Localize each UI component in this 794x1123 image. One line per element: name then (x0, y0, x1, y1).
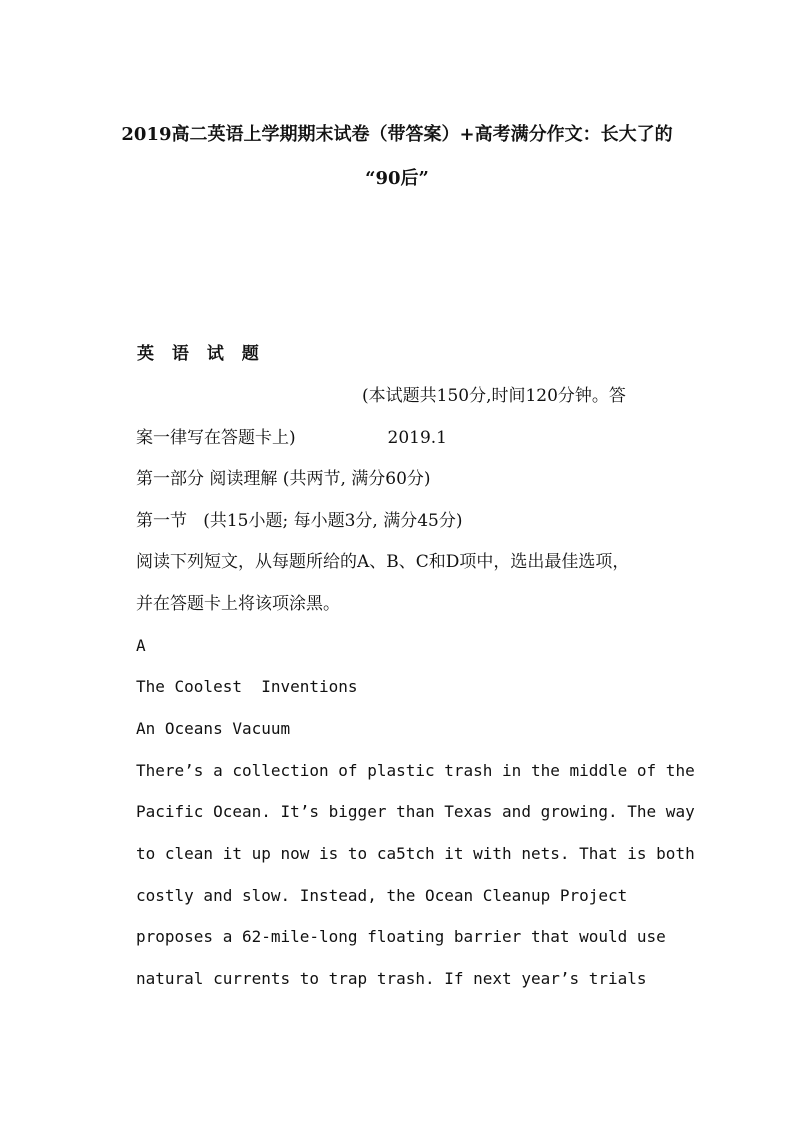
section-heading: 英 语 试 题 (137, 344, 265, 364)
passage-text-line: to clean it up now is to ca5tch it with nets. That is both (136, 844, 695, 863)
instructions-line-2: 并在答题卡上将该项涂黑。 (136, 594, 340, 614)
passage-text-line: proposes a 62-mile-long floating barrier that would use (136, 927, 666, 946)
part-one-heading: 第一部分 阅读理解 (共两节, 满分60分) (136, 469, 431, 489)
passage-text-line: natural currents to trap trash. If next year’s trials (136, 969, 647, 988)
instructions-line-1: 阅读下列短文，从每题所给的A、B、C和D项中，选出最佳选项， (136, 552, 630, 572)
passage-text-line: There’s a collection of plastic trash in the middle of the (136, 761, 695, 780)
passage-title: The Coolest Inventions (136, 677, 358, 696)
passage-subtitle: An Oceans Vacuum (136, 719, 291, 738)
section-one-heading: 第一节 (共15小题; 每小题3分, 满分45分) (136, 511, 463, 531)
passage-label: A (136, 636, 146, 655)
passage-text-line: costly and slow. Instead, the Ocean Cleanup Project (136, 886, 628, 905)
exam-info-line-2: 案一律写在答题卡上) 2019.1 (136, 428, 447, 448)
passage-text-line: Pacific Ocean. It’s bigger than Texas and growing. The way (136, 802, 695, 821)
document-title-line-2: “90后” (365, 168, 429, 189)
document-title-line-1: 2019高二英语上学期期末试卷（带答案）+高考满分作文：长大了的 (121, 124, 673, 145)
exam-info-line-1: (本试题共150分,时间120分钟。答 (362, 386, 626, 406)
